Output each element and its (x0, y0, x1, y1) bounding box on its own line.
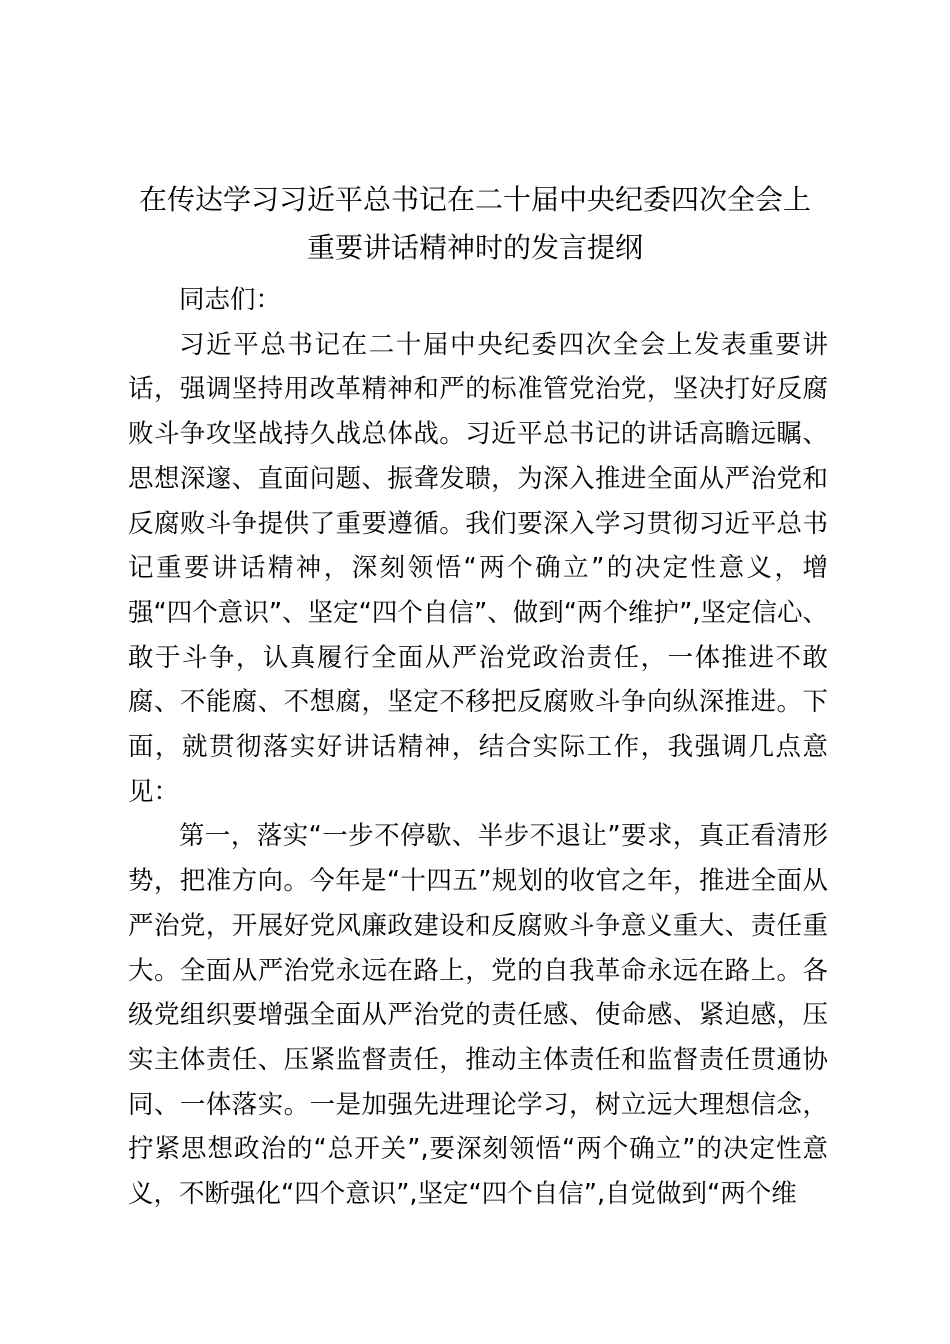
salutation: 同志们： (179, 285, 282, 315)
document-title-line-2: 重要讲话精神时的发言提纲 (306, 231, 643, 264)
paragraph-first-point: 第一，落实“一步不停歇、半步不退让”要求，真正看清形势，把准方向。今年是“十四五”规划的收官之年，推进全面从严治党，开展好党风廉政建设和反腐败斗争意义重大、责任重大。全面从严治党永远在路上，党的自我革命永远在路上。各级党组织要增强全面从严治党的责任感、使命感、紧迫感，压实主体责任、压紧监督责任，推动主体责任和监督责任贯通协同、一体落实。一是加强先进理论学习，树立远大理想信念，拧紧思想政治的“总开关”,要深刻领悟“两个确立”的决定性意义，不断强化“四个意识”,坚定“四个自信”,自觉做到“两个维 (128, 821, 828, 1210)
paragraph-intro: 习近平总书记在二十届中央纪委四次全会上发表重要讲话，强调坚持用改革精神和严的标准管党治党，坚决打好反腐败斗争攻坚战持久战总体战。习近平总书记的讲话高瞻远瞩、思想深邃、直面问题、振聋发聩，为深入推进全面从严治党和反腐败斗争提供了重要遵循。我们要深入学习贯彻习近平总书记重要讲话精神，深刻领悟“两个确立”的决定性意义，增强“四个意识”、坚定“四个自信”、做到“两个维护”,坚定信心、敢于斗争，认真履行全面从严治党政治责任，一体推进不敢腐、不能腐、不想腐，坚定不移把反腐败斗争向纵深推进。下面，就贯彻落实好讲话精神，结合实际工作，我强调几点意见： (128, 329, 828, 807)
document-title-line-1: 在传达学习习近平总书记在二十届中央纪委四次全会上 (138, 183, 811, 216)
document-body (128, 278, 828, 1217)
